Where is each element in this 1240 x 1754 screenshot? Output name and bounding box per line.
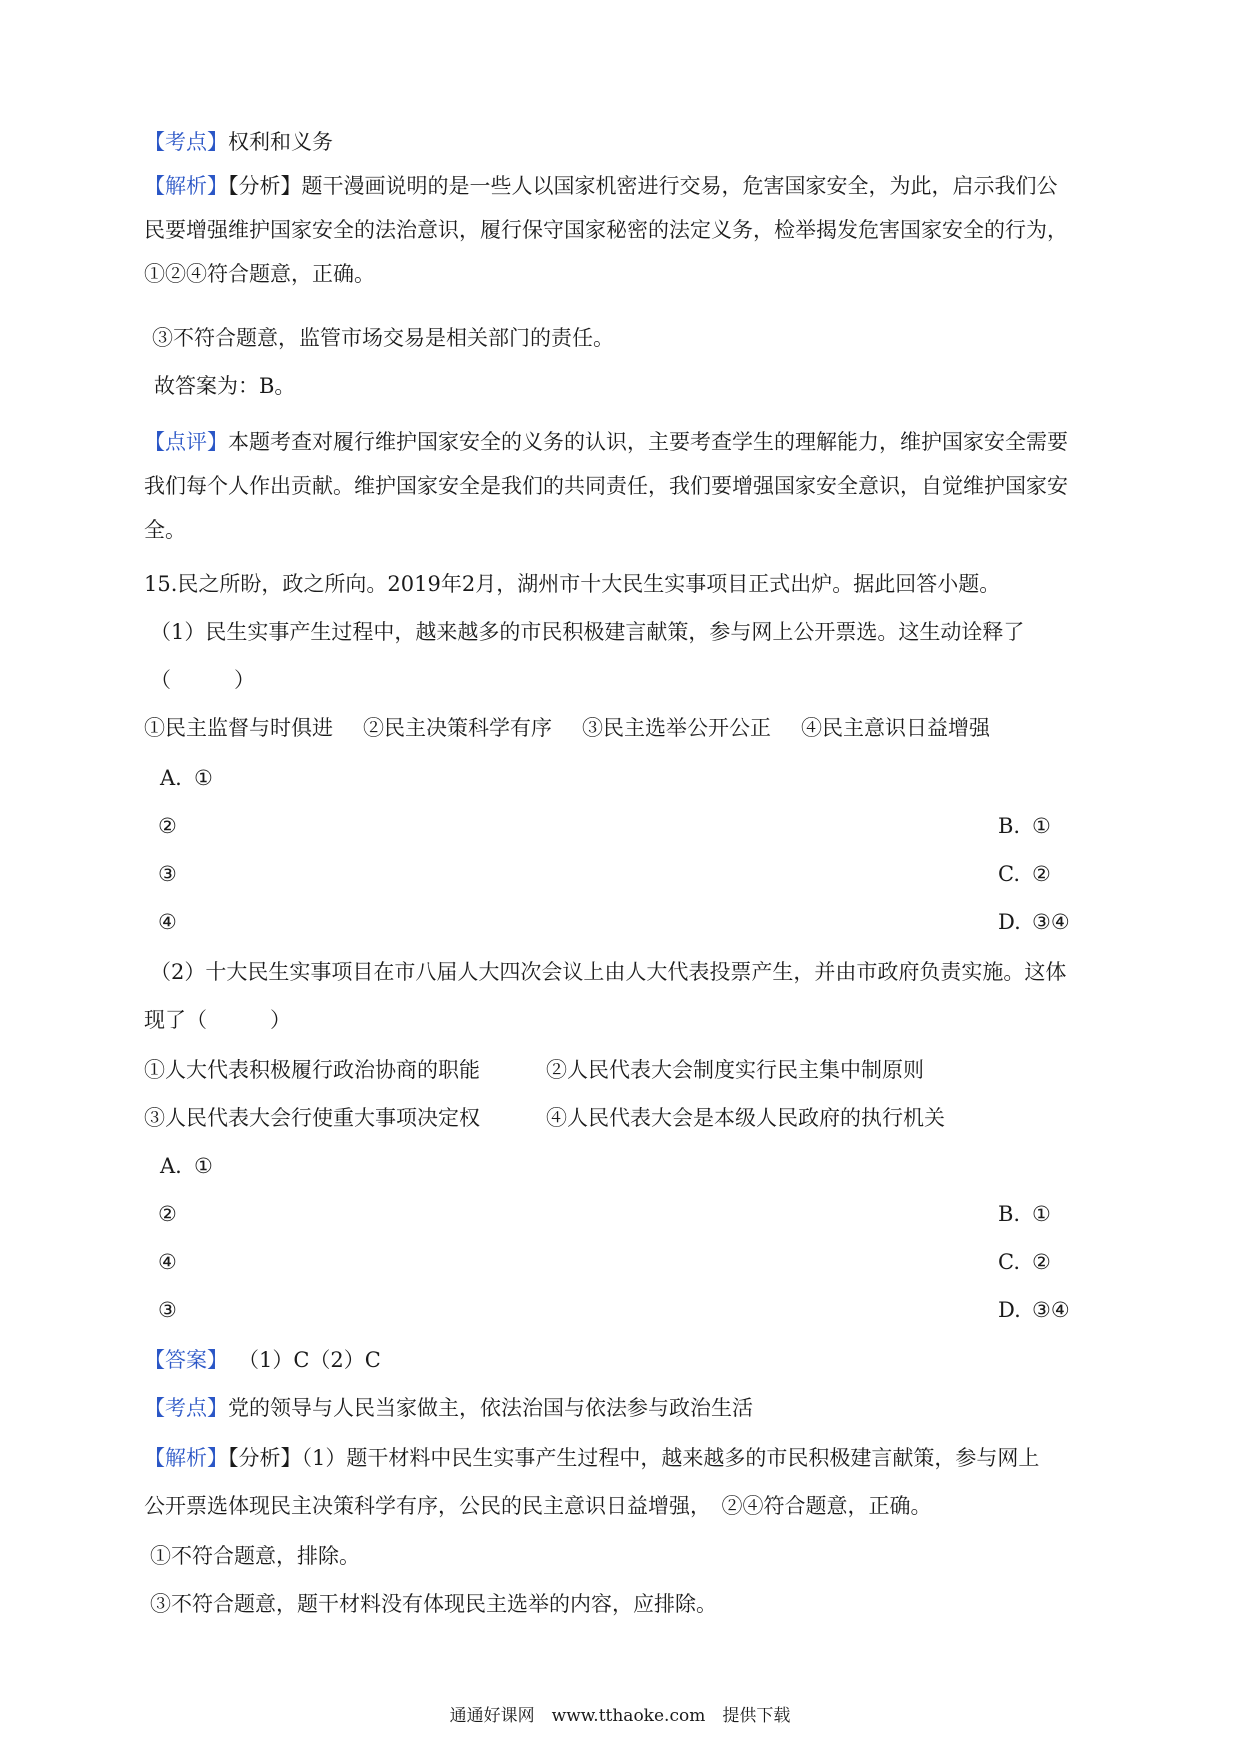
sub1-option-d [998,908,1070,936]
option-letter: D. [998,1298,1021,1322]
option-value: ③④ [1032,910,1070,934]
sub1-option-c [998,860,1051,888]
question-15-stem: 15.民之所盼，政之所向。2019年2月，湖州市十大民生实事项目正式出炉。据此回答小题。 [144,572,1001,596]
sub2-statement-4: ④人民代表大会是本级人民政府的执行机关 [546,1106,945,1130]
q15-jiexi-line-2: 公开票选体现民主决策科学有序，公民的民主意识日益增强， ②④符合题意，正确。 [144,1494,932,1518]
sub2-statement-2: ②人民代表大会制度实行民主集中制原则 [546,1058,924,1082]
dianping-line-1 [144,428,1068,456]
sub2-option-a [160,1152,213,1180]
sub1-left-4: ④ [158,910,177,934]
daan-tag: 【答案】 [144,1348,228,1372]
option-value: ① [1032,814,1051,838]
q15-kaodian-text: 党的领导与人民当家做主，依法治国与依法参与政治生活 [228,1396,753,1420]
sub2-line-1: （2）十大民生实事项目在市八届人大四次会议上由人大代表投票产生，并由市政府负责实施。这体 [150,960,1067,984]
page-footer: 通通好课网 www.tthaoke.com 提供下载 [449,1706,791,1726]
kaodian-text: 权利和义务 [228,130,333,154]
option-letter: B. [998,1202,1021,1226]
sub2-statement-3: ③人民代表大会行使重大事项决定权 [144,1106,480,1130]
q15-jiexi-tag: 【解析】 [144,1446,228,1470]
kaodian-tag: 【考点】 [144,130,228,154]
q15-kaodian-line [144,1394,753,1422]
jiexi-tag: 【解析】 [144,174,228,198]
sub1-option-a [160,764,213,792]
sub2-statement-1: ①人大代表积极履行政治协商的职能 [144,1058,480,1082]
answer-line: 故答案为：B。 [154,374,296,398]
sub2-left-2: ② [158,1202,177,1226]
option-value: ① [194,1154,213,1178]
jiexi-line-2: 民要增强维护国家安全的法治意识，履行保守国家秘密的法定义务，检举揭发危害国家安全的行为， [144,218,1068,242]
sub2-option-b [998,1200,1051,1228]
sub2-left-4: ③ [158,1298,177,1322]
q15-kaodian-tag: 【考点】 [144,1396,228,1420]
sub2-left-3: ④ [158,1250,177,1274]
option-letter: C. [998,1250,1020,1274]
sub2-option-c [998,1248,1051,1276]
sub1-statement-2: ②民主决策科学有序 [363,716,552,740]
option-letter: C. [998,862,1020,886]
option-value: ② [1032,862,1051,886]
dianping-tag: 【点评】 [144,430,228,454]
sub1-statements [144,714,990,742]
sub2-line-2: 现了（ ） [144,1008,291,1032]
q15-jiexi-line-1 [144,1444,1039,1472]
q15-jiexi-line-4: ③不符合题意，题干材料没有体现民主选举的内容，应排除。 [150,1592,717,1616]
sub1-option-b [998,812,1051,840]
q15-jiexi-text: 【分析】（1）题干材料中民生实事产生过程中，越来越多的市民积极建言献策，参与网上 [228,1446,1040,1470]
sub1-statement-3: ③民主选举公开公正 [582,716,771,740]
option-letter: B. [998,814,1021,838]
daan-line [144,1346,381,1374]
jiexi-line-4: ③不符合题意，监管市场交易是相关部门的责任。 [152,326,614,350]
jiexi-line-1 [144,172,1058,200]
jiexi-line-3: ①②④符合题意，正确。 [144,262,375,286]
sub2-option-d [998,1296,1070,1324]
kaodian-line [144,128,333,156]
sub1-left-3: ③ [158,862,177,886]
sub1-line-2: （ ） [150,668,255,692]
q15-jiexi-line-3: ①不符合题意，排除。 [150,1544,360,1568]
option-letter: A. [160,766,182,790]
option-value: ② [1032,1250,1051,1274]
option-value: ① [1032,1202,1051,1226]
option-value: ① [194,766,213,790]
sub1-line-1: （1）民生实事产生过程中，越来越多的市民积极建言献策，参与网上公开票选。这生动诠释了 [150,620,1025,644]
jiexi-text: 【分析】题干漫画说明的是一些人以国家机密进行交易，危害国家安全，为此，启示我们公 [228,174,1058,198]
daan-text: （1）C（2）C [238,1348,381,1372]
sub1-statement-1: ①民主监督与时俱进 [144,716,333,740]
option-letter: A. [160,1154,182,1178]
option-value: ③④ [1032,1298,1070,1322]
dianping-line-3: 全。 [144,518,186,542]
sub1-left-2: ② [158,814,177,838]
sub1-statement-4: ④民主意识日益增强 [801,716,990,740]
dianping-line-2: 我们每个人作出贡献。维护国家安全是我们的共同责任，我们要增强国家安全意识，自觉维护国家安 [144,474,1068,498]
option-letter: D. [998,910,1021,934]
dianping-text: 本题考查对履行维护国家安全的义务的认识，主要考查学生的理解能力，维护国家安全需要 [228,430,1068,454]
